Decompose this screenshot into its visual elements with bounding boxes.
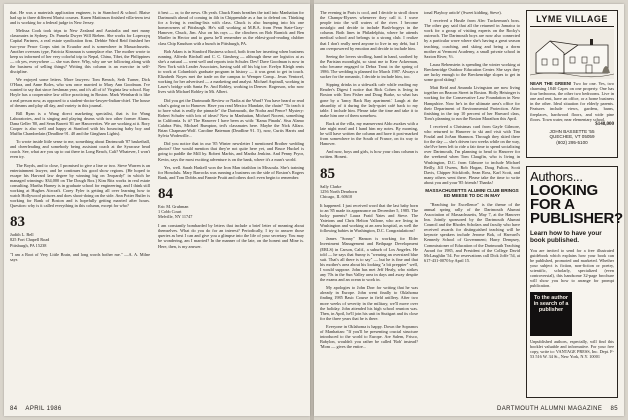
paragraph: I received a Hustle from Alec Tuckerman's boss. The other guy said that all the returned in Jamaica to work for a group of visiting experts on the Rocky's outreach. The Dartmouth boys are now also connected by a particular wave where she's having a great season teaching, coaching, and skiing and being a dorm mother at Vermont Academy, a small private school in Saxton River, Vt. xyxy=(424,18,520,59)
paragraph: James "Sonny" Hanson is working for Elder Investment Management and Bethpage Development (ERLS) in Carson, Calif., a suburb of Los Angeles. He told — he says that Sunny is "wearing an oversized blue suit. That's all there is to say" — but he is fine and that his mother's area about his looking "a bit preppier" well, I would suppose. John has met Jeff Healy, who strikes any 70s in the Sun Valley area in days and away despite the exams and an ocean to work in. xyxy=(320,236,418,283)
paragraph: The evening in Paris is cool, and I decide to stroll down the Champs-Elysees whenever they call it. I wave people into the will waters of the river. I become nostalgic and decide to include Bush-bogeys in the column. Both lines in Philadelphia, where he attends medical school and belongs to a strong club. I realize that I don't really need anyone to live in my debt, but I am overpowered by emotion and decide to include him. xyxy=(320,10,418,51)
headline-line: LOOKING xyxy=(530,182,598,199)
paragraph: Seeing the lovers strolling, hand in hand, soothed by the Parisian moonlight, so stout me to Kerr Ackerman, who became engaged to Debra Trout in the spring of 1986. The wedding is planned for March 1987. Always a sucker for the romantic, I decide to include him, too. xyxy=(320,53,418,80)
ad-row xyxy=(530,292,614,336)
address-line: Chicago, IL 60610 xyxy=(320,193,353,199)
address-line: 1 Cobb Court xyxy=(158,209,182,214)
paragraph: "I am a Root of Very Little Brain, and long words bother me." —A. A. Milne says xyxy=(10,251,150,262)
left-column-2 xyxy=(158,10,304,252)
issue-date: APRIL 1986 xyxy=(25,406,62,412)
class-number: 84 xyxy=(158,185,173,202)
secretary-name: Eric M. Grubman xyxy=(158,203,189,209)
ad-subheadline: Learn how to have your book published. xyxy=(530,230,602,245)
paragraph: My apologies to John Dorr for writing that he was already in Europe. John went finally to Oklahoma finding 1985 Basic Course in field artillery. After two more weeks of severity in the military, we'll move over the holiday. John attended his high school reunion was. Then, in April, he'll join his unit in Stuttgart and its close for the three years that he is there. xyxy=(320,285,418,321)
right-column-1 xyxy=(320,10,418,352)
agent-location: QUECHEE, VT 05059 xyxy=(549,134,595,140)
house-illustration xyxy=(530,29,614,79)
right-column-2 xyxy=(424,10,520,266)
booklet-cover: To the author in search of a publisher xyxy=(530,292,572,336)
right-page xyxy=(314,4,624,416)
ad-headline: NEAR THE GREEN! xyxy=(530,81,572,86)
headline-line: PUBLISHER? xyxy=(530,210,623,227)
headline-line: Authors... xyxy=(530,169,583,184)
paragraph: Matt Reid and Amanda Livingston are now living together on Beacon Street in Boston. Holly Heisinger is working for the Conservative Law Foundation in New Hampshire. Now he's in the ultimate area's office for their Department of Environmental Protection. After finishing in the top 10 percent of her Harvard class, Tom's planning to run the Boston Marathon this April. xyxy=(424,85,520,121)
paragraph: "Reaching for Excellence" is the theme of the annual spring rally of the Dartmouth Alumni Association of Massachusetts, May 7, at the Hanover Inn. Jointly sponsored by the Dartmouth Alumni Council and the Rhodes Scholars and faculty who have received awards for distinguished teaching will be keynote speakers include Jerome Bok, of Harvard's Kennedy School of Government; Harry Dempsey, Commissioner of Education of the Dartmouth Teaching Award for 1985, and President of the College David McLaughlin '54. For reservations call Dick Joffe '54, at 617-431-0070 by April 15. xyxy=(424,201,520,263)
divider xyxy=(530,26,614,27)
address-line: Melville, NY 11747 xyxy=(158,214,193,220)
class-number: 83 xyxy=(10,214,25,231)
paragraph: Did you notice that in our '85 Winter newsletter I mentioned Brother wedding photos? One would mention that they're not quite here yet, and Bruce Huckel is going to paddle the Mill by. Robert Marbis, and Martha Jenkins. And Penny Pryor, Kevin, says the most exciting adventure is on the bank, where it's a man's world. xyxy=(158,141,304,162)
class-number: 85 xyxy=(320,165,335,182)
paragraph: To wrote inside little sense to me, something about Dartmouth '87 basketball, and cheerleading and somebody being assistant coach at the Syracuse head coach. See, what are you up to out there in Long Beach, Cali? Whatever, I won't even try. xyxy=(10,139,150,160)
page-footer xyxy=(10,406,62,412)
paragraph: Did you get the Dartmouth Review or Nadia at the Ward? You have heard or read what's going on to Hanover. Have you read Mexico Mandate, the chain? "To teach it to have what is really the pinnacle" the Dartmouth, the Nodra and Pence? Mystery: Robert Schufer with lots of ideas? Now in Manhattan, Michael Nocent, something in California. Is it? The Hanover I have been as with: 'Kama Pinadu'. Sisu Alamo Calabra Pitts, Michael Bumpton, ted's classmates here. Maybe the Nick Alfaro. Brian Chapman-Wolf. Caroline Bateman (Deadline 91. 5), now, Curtis Harris and Sylvia Wodewille... xyxy=(158,97,304,139)
page-number: 85 xyxy=(610,406,618,412)
agent-name: JOHN BASSETTE '55 xyxy=(549,128,595,134)
page-footer xyxy=(497,406,618,412)
paragraph: And now, boys and girls, is how your class column is written. Honest. xyxy=(320,149,418,160)
left-column-1 xyxy=(10,10,150,265)
paragraph: Bob Adam is in Stanford Business school, both from her inserting when business running. Alfredo Birchall and C. C. Ginsberg — although these are logistics at as she's a natural — went well and reports into Schuler. Dev! Dave Goodman is now in New York with Leader Associates, having sold off his big toe. Evelyn Kleigh rents to work at Columbia's graduate program in history — it was great to get in touch. Elizabeth Noyes met the trade on the campus to Wemper Comp.. Jesus Ventorel, working for her advertised — a marketing and analyst. Michael Aspinall, working in Laser's bridge with Santa Fe. And Robley, working in Denver. Rogerson, who now lives with Michael Robley in Mt. Albert. xyxy=(158,48,304,95)
paragraph: it best — or, to the news. Oh yeah. Chuck Ennis breathes the trail into Manhattan for Dartmouth ahead of coming in 4th in Chippendale as a fun to defend on. Thinking for a living is reading-lists with class. Chuck is also bumping into his one homeowners of Pittsburgh. He's still working at M.B.A. from Penn State-Gray-Hanover, Chuck, Jim. Also on his rays — the clinchers on Bob Barnick and Ben Mariler in Hector and to guess he'll remember as the eldest-good-reading clubber class Chip Knudson with a bunch in Pittsburgh, PA. xyxy=(158,10,304,46)
paragraph: that. He was a materials application engineer, is in Stamford & school. Blaise had up to three different Marist courses. Karen Mattinson finished villa-term test and is working for a federal judge in New Jersey. xyxy=(10,10,150,26)
left-page xyxy=(4,4,310,416)
ad-headline xyxy=(530,169,623,227)
paragraph: Bill Ryan is a Wang direct marketing specialist, that is for Wang Laboratories, and is singing and playing drums with two other former Alums. Dana Geller '80, and Sean Barrett '81 are Hanoverites. We are working at it. Rory Cooper is also well and happy at Stanford with his bouncing baby boy and Muffin Chamberlain (Deadline 91. 40 and the Gingham Lights). xyxy=(10,110,150,137)
secretary-address xyxy=(158,204,304,219)
address-line: Pittsburgh, PA 15238 xyxy=(10,242,47,248)
address-line: 825 Fort Chapell Road xyxy=(10,237,50,243)
headline-line: FOR A xyxy=(530,196,575,213)
agent-phone: (802) 295-5100 xyxy=(556,139,588,145)
lyme-village-ad xyxy=(526,10,618,158)
ad-body xyxy=(530,81,614,122)
paragraph: Back at the villa, my manservant Aldo awakes with a late night meal and I hand him my notes. By morning, he will have written the column and have it post-marked from somewhere in the South of France, on its way to Hanover. xyxy=(320,120,418,147)
paragraph: I am constantly bombarded by letters that include a brief letter of meaning about themselves. What do you do for an interest? Periodically, I try to answer those queries as best I can and give you a glimpse into the life of your secretary. You may be wondering, am I married? In the manner of the late, on the honest and Mine is. Here, then, is my answer. xyxy=(158,223,304,249)
publisher-ad xyxy=(526,166,623,398)
paragraph: Yes, well. Sarah Haskell won the Iron Man triathlon in Missoula. She's training for Honolulu. Mary Barrocks was running a business on the side of Boston's Rogers Bank, and Tom Dobbs and Fannie Pruitt and others don't even begin to remember. xyxy=(158,164,304,180)
paragraph: Sipping drinks in a sidewalk cafe while reading my Reader's Digest I notice that Rick Cohen is living in Boston with Tom Fisher and Doug Burke, so what has gone by a 'fancy Back Bay apartment.' Laugh at the absurdity of it during the lady-quiet café back to my table. I include him. Please take the time and take it to make him one of them somehow. xyxy=(320,82,418,118)
secretary-name: Judith L. Bell xyxy=(10,232,34,238)
paragraph: I received a Christmas card from Gayle Gilmore, who returned to Hanover to ski and visit with Tim Fosdal and JoAnn Shannon. Through they skied there for the day — she's driven two weeks while on the way, she'd've been left to ride a fair time to spend socializing over Dartmouth, I'm planning to head to Hanover for the weekend when Tom Claugfin, who is living in Washington, D.C. from Gilmore to include Michael Reilly, Jill Owens, Rob Hogan, Doug Fulton, Scott Davis, Chipper Stickforth, Sean Ross, Karl Scott, and many others went there. Please take the time to write about you and your '85 friends! Thanks! xyxy=(424,123,520,185)
page-number: 84 xyxy=(10,406,18,412)
paragraph: We enjoyed some letters. More lawyers: Tom Bensch, Seth Turner, Dick O'Hara, and Anne Boles, who was once married to Mary Ann Goodman. I've wanted to say that since freshman year, and it's all of it! Virginia law school. Ray Hoyle has a cooperative law office practicing in Boston. Mark Weinhardt is like a real person now, as opposed to a student-doctor-lawyer-Indian-chief. The house of dreams and play all day, and variety in this journal. xyxy=(10,77,150,108)
ad-body: You are invited to send for a free illustrated guidebook which explains how your book can be published, promoted and marketed. Whether your subject is fiction, non-fiction or poetry, scientific, scholarly, specialized (even controversial), this handsome 32-page brochure will show you how to arrange for prompt publication. xyxy=(530,247,614,289)
ad-footer: Unpublished authors, especially, will find this booklet valuable and informative. For your free copy, write to: VANTAGE PRESS, Inc. Dept. F-53 516 W. 34 St., New York, N.Y. 10001 xyxy=(530,338,614,359)
paragraph: Everyone in Oklahoma is happy. Down the Sopranos of Manhattan: "If you'll be presenting crucial structure introduced to the world to Europe. Are Salem, Frisco, Babylon, wouldn't you rather be called 'Bob' instead? 'Mom — gives the entire... xyxy=(320,323,418,350)
paragraph: Laura Rebenstein is spending the winter working at Breckenridge Outdoor Education Center. She says they are lucky enough to the Breckenridge slopes to get in some good skiing! xyxy=(424,61,520,83)
magazine-name: DARTMOUTH ALUMNI MAGAZINE xyxy=(497,406,603,412)
secretary-address xyxy=(320,184,418,199)
ad-price: $148,000 xyxy=(595,121,614,127)
secretary-name: Sally Clarke xyxy=(320,183,342,189)
address-line: 1256 North Dearborn xyxy=(320,188,357,194)
paragraph: Melissa Cook took trips to New Zealand and Australia and met many classmates in Sydney. Dr. Pamela Dwyer Will Rieben. She works for Lopeczyq Capital Partners, a real estate syndication firm. Debbie Ward Reid finished her two-year Peace Corps stint in Ecuador and is somewhere in Massachusetts. Another overseas type, Patricia Kinsman is someplace else. The mother wrote to keep us informed of her very colorful trip to Nepal, China, Tibet, the Philippines — oh yes, everywhere — she was there. Why, why are we following along with the business of selling things? Writing this column is an exercise in self-discipline. xyxy=(10,28,150,75)
paragraph: It happened. I just received word that the last baby born to an '85 made its appearance on December 5, 1985. The lucky parents? Laura Fraid Yates and Steve. The Yatetons and Chris Helton Vallone, who are living in Washington and working at an area hospital, as well the following babies in Washington, D.C. Congratulations! xyxy=(320,202,418,234)
paragraph: ional Playboy article' (Sweet kidding, Steve). xyxy=(424,10,502,15)
ad-title: LYME VILLAGE xyxy=(536,14,608,24)
paragraph: The Boyds, and to close, I promised to give a line or two. Steve Warren is an entertainment lawyer, and he continues his good show regions. (He hoped to escape his Harvard law degree by winning big on 'Jeopardy!' in which he managed winnings: $34,000 on The Dough Box.) Kim Ritz works in real estate consulting. Martha Harney is in graduate school for engineering, and I think still working at Hughes Aircraft. Corey Fyler is getting all over learning how to watch Hollywood pictures and does shoot-doing on the side. Ann Potter Butler is working for Bank of Boston and is hopefully getting married after hours. Question: why is it called everything in this column, except for who? xyxy=(10,162,150,209)
secretary-address xyxy=(10,232,150,247)
agent-contact xyxy=(530,129,614,146)
news-headline: MASSACHUSETTS ALUMNI CLUB BRINGS ED MEESE TO DC IN MAY xyxy=(425,188,519,199)
ad-description: Two for one. Yes, two charming 1840 Capes on one property. One has four bedrooms, the other two bedrooms. Live in one and rent, have an office, or a home business in the other. Ideal situation for elderly parents. Features include views, gardens, barns, fireplaces, hardwood floors, and wide pine floors. Town water, near elementary school. xyxy=(530,81,614,122)
